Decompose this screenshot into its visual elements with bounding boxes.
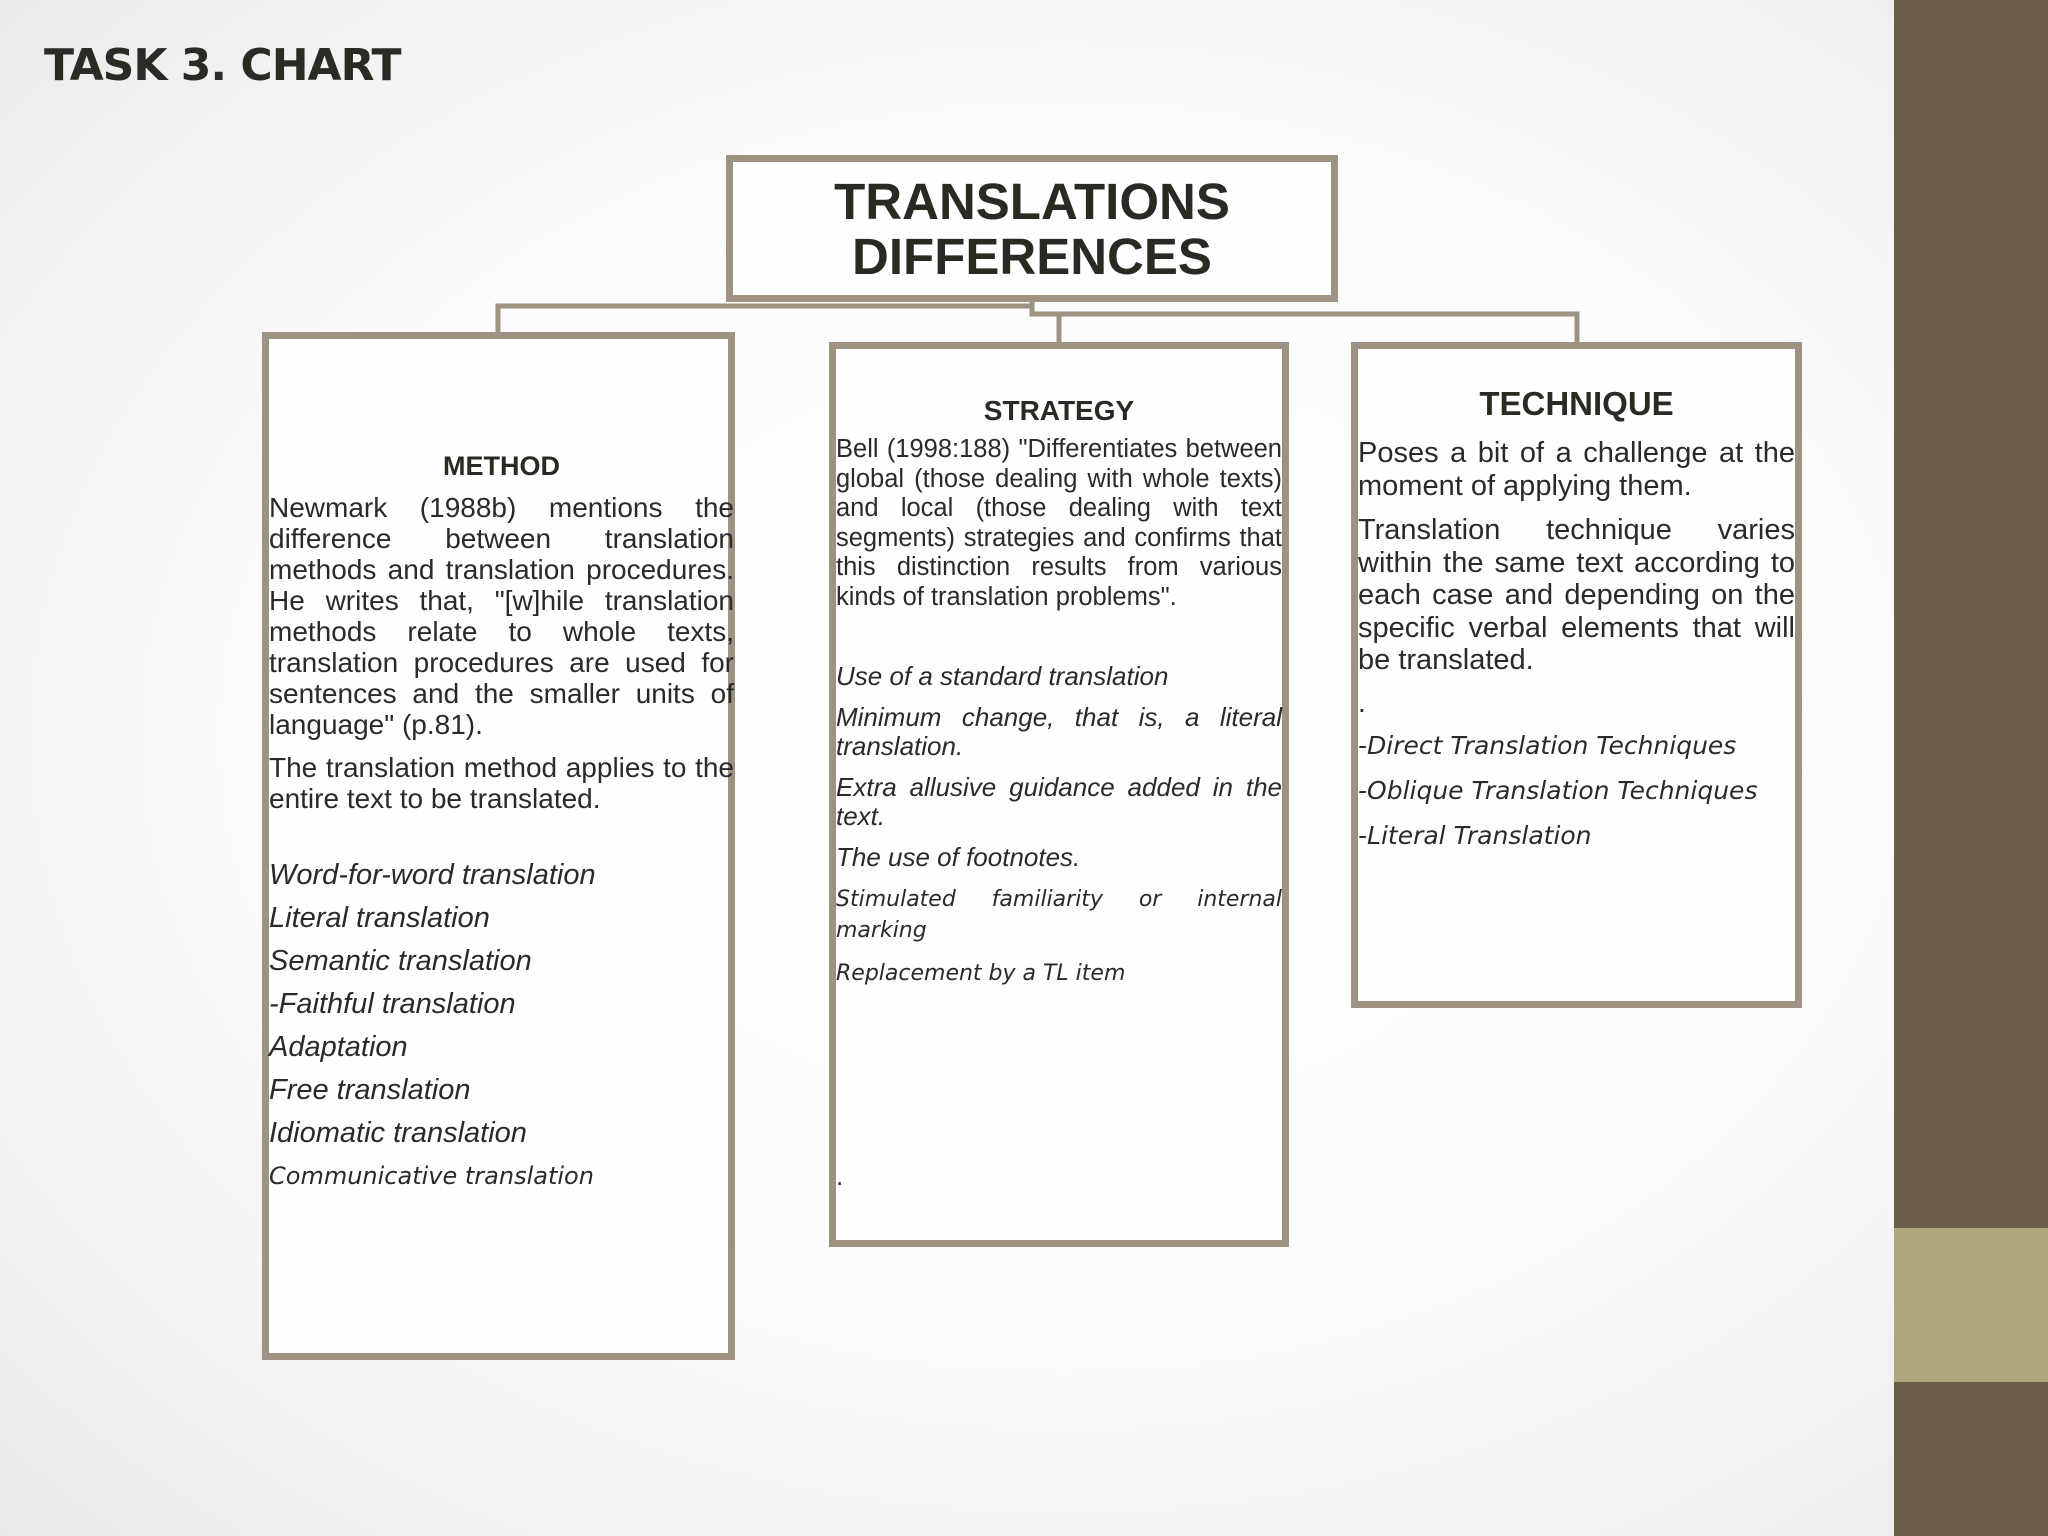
method-item: -Faithful translation — [269, 988, 516, 1020]
strategy-item: Extra allusive guidance added in the text. — [836, 772, 1282, 831]
strategy-item: Stimulated familiarity or internal marking — [836, 887, 1282, 943]
slide-title: TASK 3. CHART — [44, 40, 401, 91]
method-item: Idiomatic translation — [269, 1117, 527, 1149]
strategy-paragraph: Bell (1998:188) "Differentiates between global (those dealing with whole texts) and local (those dealing with text segments) strategies and confirms that this distinction results from various kinds of translation problems". — [836, 435, 1282, 611]
method-item: Communicative translation — [269, 1162, 594, 1190]
sidebar-band-bottom — [1894, 1382, 2048, 1536]
strategy-content — [836, 395, 1282, 1001]
technique-box — [1351, 342, 1802, 1008]
strategy-box — [829, 342, 1289, 1247]
connector-to-strategy — [1032, 302, 1059, 342]
method-content — [269, 451, 734, 1198]
connector-to-technique — [1032, 302, 1577, 342]
method-item: Free translation — [269, 1074, 471, 1106]
connector-to-method — [498, 302, 1032, 332]
main-title-line-2: DIFFERENCES — [852, 227, 1212, 285]
technique-item: -Literal Translation — [1358, 820, 1592, 850]
main-title-box — [726, 155, 1338, 302]
technique-heading: TECHNIQUE — [1479, 385, 1674, 422]
technique-trailing-mark: . — [1358, 686, 1366, 718]
strategy-item: Minimum change, that is, a literal translation. — [836, 702, 1282, 761]
technique-item: -Oblique Translation Techniques — [1358, 775, 1758, 805]
method-item: Semantic translation — [269, 945, 532, 977]
strategy-trailing-mark: . — [836, 1161, 844, 1191]
method-item: Adaptation — [269, 1031, 408, 1063]
main-title — [834, 174, 1230, 284]
technique-paragraph-2: Translation technique varies within the same text according to each case and depending on the specific verbal elements that will be translated. — [1358, 514, 1795, 676]
method-item: Literal translation — [269, 902, 490, 934]
strategy-item: Use of a standard translation — [836, 661, 1169, 691]
method-box — [262, 332, 735, 1360]
strategy-item: The use of footnotes. — [836, 842, 1081, 872]
sidebar-band-accent — [1894, 1228, 2048, 1382]
method-paragraph-1: Newmark (1988b) mentions the difference between translation methods and translation procedures. He writes that, "[w]hile translation methods relate to whole texts, translation procedures are used for sentences and the smaller units of language" (p.81). — [269, 492, 734, 740]
strategy-item: Replacement by a TL item — [836, 961, 1126, 986]
method-list — [269, 854, 734, 1198]
method-item: Word-for-word translation — [269, 859, 596, 891]
technique-content — [1358, 385, 1795, 866]
strategy-list — [836, 662, 1282, 989]
method-paragraph-2: The translation method applies to the entire text to be translated. — [269, 752, 734, 814]
technique-paragraph-1: Poses a bit of a challenge at the moment of applying them. — [1358, 437, 1795, 502]
technique-item: -Direct Translation Techniques — [1358, 730, 1737, 760]
method-heading: METHOD — [443, 451, 560, 481]
strategy-heading: STRATEGY — [983, 395, 1135, 426]
main-title-line-1: TRANSLATIONS — [834, 172, 1230, 230]
sidebar-band-top — [1894, 0, 2048, 1228]
